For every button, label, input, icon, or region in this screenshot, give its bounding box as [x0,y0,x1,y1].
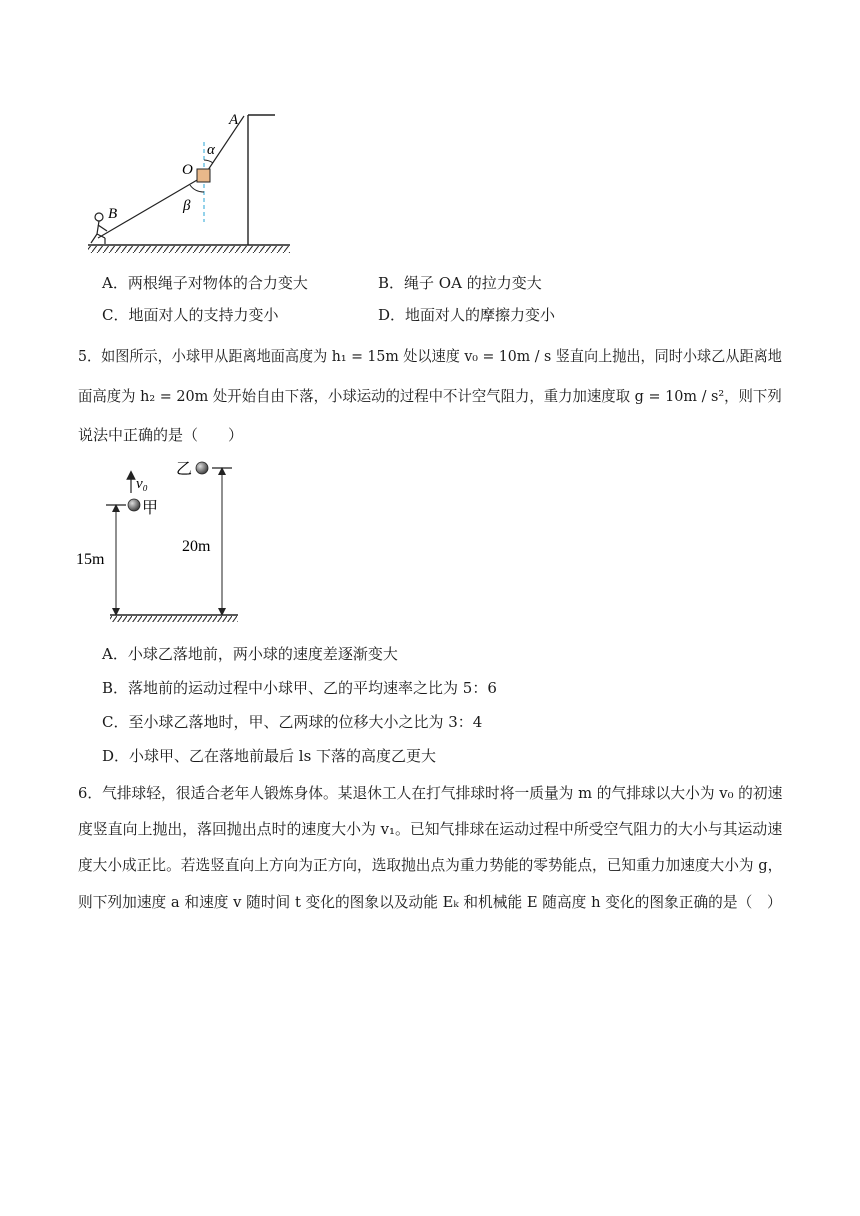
q6-stem-line1: 6．气排球轻，很适合老年人锻炼身体。某退休工人在打气排球时将一质量为 m 的气排球以大小为 v₀ 的初速 [78,784,783,802]
q5-stem-line1: 5．如图所示，小球甲从距离地面高度为 h₁ = 15m 处以速度 v₀ = 10m / s 竖直向上抛出，同时小球乙从距离地 [78,347,782,365]
label-O: O [182,162,193,178]
q4-option-a: A．两根绳子对物体的合力变大 [102,274,308,292]
label-beta: β [183,198,191,214]
q5-option-c: C．至小球乙落地时，甲、乙两球的位移大小之比为 3：4 [102,713,483,731]
label-B: B [108,206,118,222]
q4-option-b: B．绳子 OA 的拉力变大 [378,274,542,292]
q6-stem-line4: 则下列加速度 a 和速度 v 随时间 t 变化的图象以及动能 Eₖ 和机械能 E 随高度 h 变化的图象正确的是（ ） [78,893,782,911]
q6-stem-line2: 度竖直向上抛出，落回抛出点时的速度大小为 v₁。已知气排球在运动过程中所受空气阻力的大小与其运动速 [78,820,783,838]
ground-hatch [88,246,290,253]
label-v0: v₀ [136,476,148,492]
label-yi: 乙 [176,461,193,478]
falling-balls-figure [72,455,252,630]
ball-yi [196,462,208,474]
q4-option-d: D．地面对人的摩擦力变小 [378,306,556,324]
alpha-arc [204,160,213,163]
q6-stem-line3: 度大小成正比。若选竖直向上方向为正方向，选取抛出点为重力势能的零势能点，已知重力加速度大小为 g， [78,856,783,874]
beta-arc [190,185,204,192]
ball-jia [128,499,140,511]
person-leg1 [91,234,97,243]
person-arm [98,225,107,231]
object-box [197,169,210,182]
label-20m: 20m [182,538,211,555]
person-head [95,213,103,221]
q5-stem-line2: 面高度为 h₂ = 20m 处开始自由下落，小球运动的过程中不计空气阻力，重力加速度取 g = 10m / s²，则下列 [78,387,782,405]
q5-option-b: B．落地前的运动过程中小球甲、乙的平均速率之比为 5：6 [102,679,497,697]
q4-option-c: C．地面对人的支持力变小 [102,306,279,324]
label-15m: 15m [76,551,105,568]
ground-hatch-5 [110,616,238,622]
person-body [97,221,99,234]
label-alpha: α [207,142,215,158]
label-A: A [229,112,239,128]
q5-option-a: A．小球乙落地前，两小球的速度差逐渐变大 [102,645,398,663]
q5-stem-line3: 说法中正确的是（ ） [78,426,244,444]
label-jia: 甲 [142,500,159,517]
slope-rope-figure [80,100,300,260]
q5-option-d: D．小球甲、乙在落地前最后 ls 下落的高度乙更大 [102,747,437,765]
